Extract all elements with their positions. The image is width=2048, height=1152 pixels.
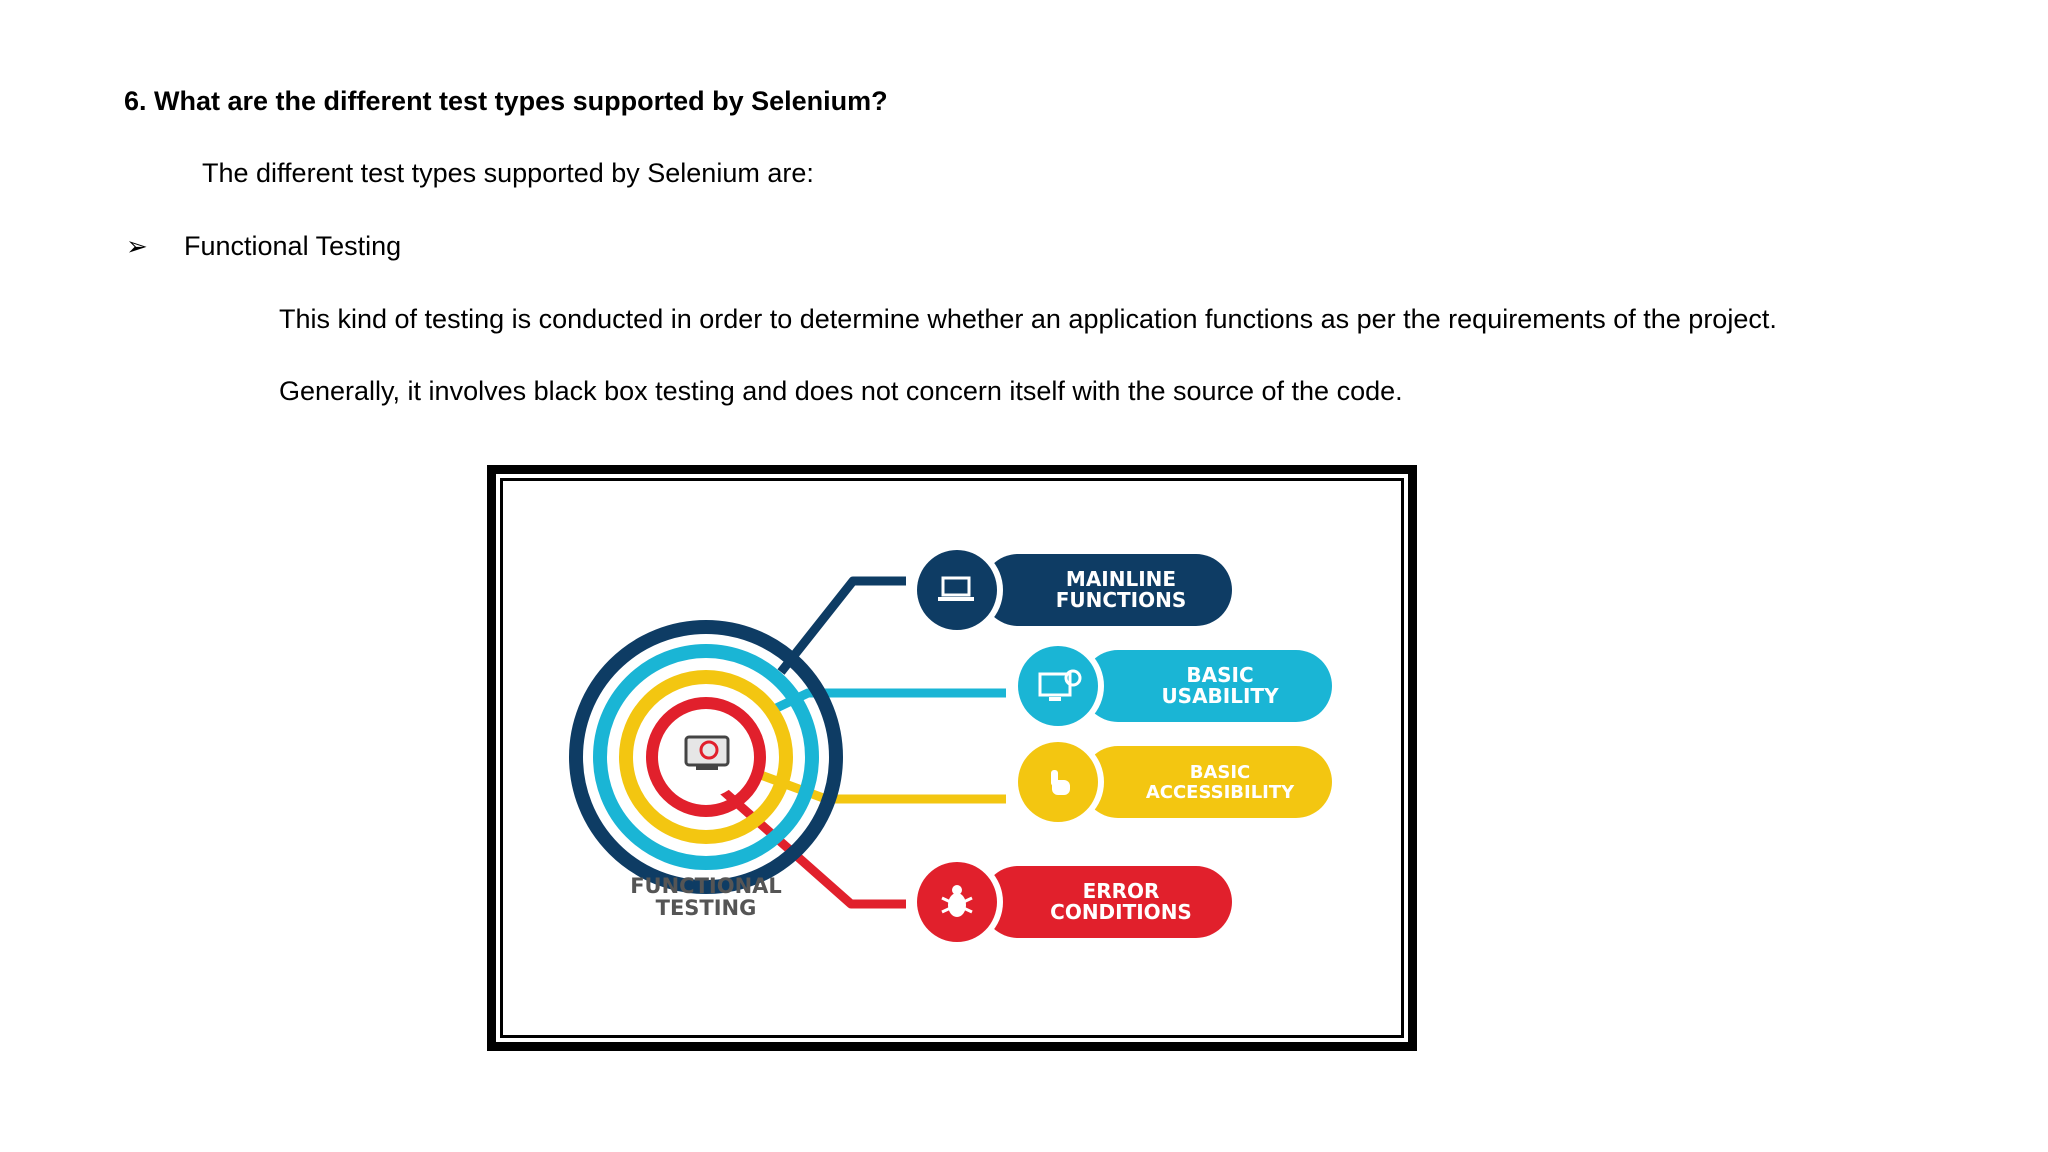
paragraph-black-box: Generally, it involves black box testing and does not concern itself with the source of the code. — [279, 376, 1403, 406]
pill-basic-accessibility — [1012, 736, 1332, 828]
bullet-item-functional-testing — [126, 229, 401, 263]
question-heading: 6. What are the different test types supported by Selenium? — [124, 86, 888, 116]
monitor-magnifier-icon — [686, 737, 728, 770]
pill-accessibility-line-1: BASIC — [1189, 762, 1251, 783]
pill-error-conditions — [911, 856, 1232, 948]
intro-text: The different test types supported by Selenium are: — [202, 158, 814, 188]
pill-error-line-1: ERROR — [1082, 879, 1160, 903]
pill-error-line-2: CONDITIONS — [1050, 900, 1192, 924]
pill-usability-line-2: USABILITY — [1161, 684, 1279, 708]
pill-usability-line-1: BASIC — [1186, 663, 1254, 687]
center-label-line-1: FUNCTIONAL — [630, 874, 782, 898]
center-label-line-2: TESTING — [655, 896, 757, 920]
bullet-label: Functional Testing — [184, 231, 402, 261]
pill-mainline-line-2: FUNCTIONS — [1055, 588, 1187, 612]
pill-mainline-functions — [911, 544, 1232, 636]
pill-basic-usability — [1012, 640, 1332, 732]
connector-accessibility — [758, 774, 1006, 799]
paragraph-requirements: This kind of testing is conducted in order to determine whether an application functions as per the requirements of the project. — [279, 304, 1777, 334]
functional-testing-diagram — [496, 474, 1408, 1042]
pill-mainline-line-1: MAINLINE — [1065, 567, 1177, 591]
functional-testing-figure — [487, 465, 1417, 1051]
pill-accessibility-line-2: ACCESSIBILITY — [1145, 782, 1295, 803]
arrowhead-bullet-icon: ➢ — [126, 231, 148, 261]
